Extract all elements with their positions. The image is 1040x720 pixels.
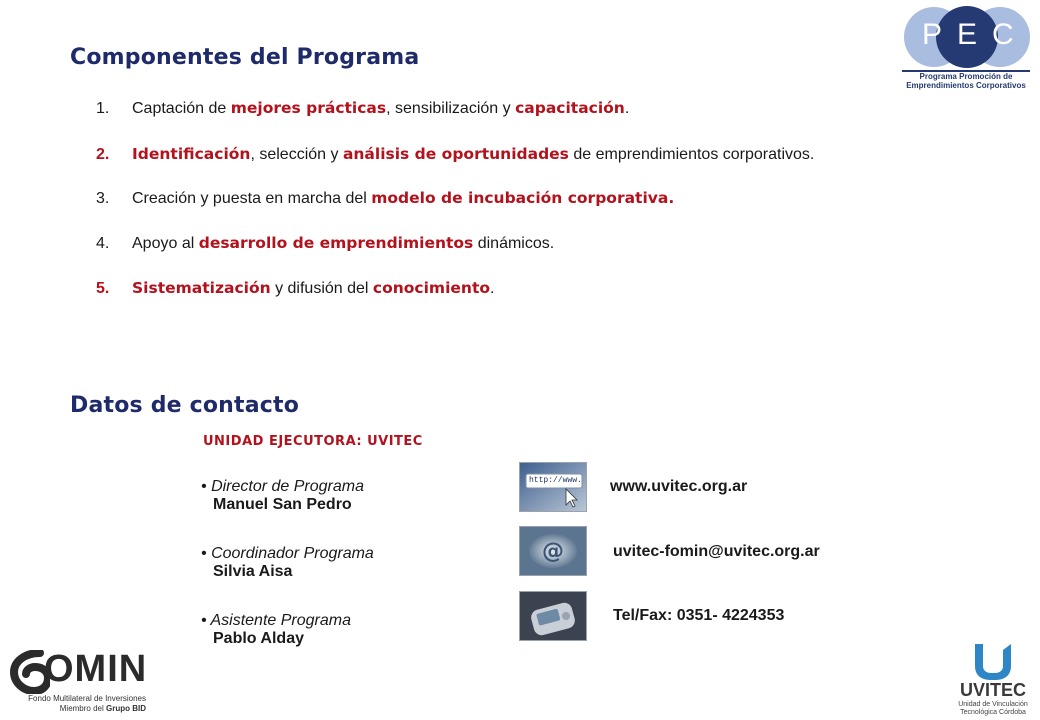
list-number: 5. [96, 280, 110, 297]
list-text: Apoyo al [132, 235, 199, 252]
fomin-wordmark: OMIN [44, 648, 148, 690]
uvitec-wordmark: UVITEC [959, 680, 1026, 700]
list-emphasis: conocimiento [372, 279, 490, 297]
person-name: Pablo Alday [213, 630, 304, 647]
list-number: 2. [96, 146, 110, 163]
bullet: • [201, 545, 207, 562]
list-text: dinámicos. [473, 235, 555, 252]
uvitec-line2: Tecnológica Córdoba [960, 709, 1026, 716]
contact-person-coordinator [201, 545, 374, 581]
phone-number: Tel/Fax: 0351- 4224353 [613, 607, 785, 624]
fomin-line1: Fondo Multilateral de Inversiones [28, 694, 146, 703]
pec-caption-line2: Emprendimientos Corporativos [906, 81, 1026, 90]
list-emphasis: mejores prácticas [230, 99, 387, 117]
fomin-logo [6, 648, 156, 718]
bullet: • [201, 612, 207, 629]
list-text: Creación y puesta en marcha del [132, 190, 372, 207]
role-label: Director de Programa [211, 478, 365, 495]
browser-icon [519, 462, 587, 512]
role-label: Asistente Programa [210, 612, 351, 629]
section-title-contacto: Datos de contacto [70, 393, 300, 418]
list-item-5 [96, 279, 494, 298]
list-text: , selección y [250, 146, 343, 163]
list-text: Captación de [132, 100, 231, 117]
list-item-1 [96, 99, 629, 118]
list-emphasis: desarrollo de emprendimientos [198, 234, 474, 252]
section-title-componentes: Componentes del Programa [70, 45, 420, 70]
email-icon [519, 526, 587, 576]
uvitec-line1: Unidad de Vinculación [958, 701, 1028, 708]
pec-logo [898, 4, 1034, 90]
pec-letter-p: P [922, 18, 943, 51]
role-label: Coordinador Programa [211, 545, 374, 562]
pec-letter-e: E [957, 18, 978, 51]
list-emphasis: Identificación [132, 145, 251, 163]
browser-url-text: http://www. [529, 476, 582, 485]
list-item-4 [96, 234, 554, 253]
unit-label: UNIDAD EJECUTORA: UVITEC [203, 434, 423, 449]
uvitec-logo-mark [969, 642, 1017, 682]
uvitec-logo [948, 640, 1038, 718]
list-item-3 [96, 189, 674, 208]
list-number: 3. [96, 190, 110, 207]
fomin-line2-bold: Grupo BID [106, 704, 146, 713]
person-name: Silvia Aisa [213, 563, 293, 580]
list-text: , sensibilización y [386, 100, 516, 117]
email-link[interactable]: uvitec-fomin@uvitec.org.ar [613, 543, 820, 560]
list-number: 4. [96, 235, 110, 252]
list-emphasis: modelo de incubación corporativa. [371, 189, 675, 207]
list-emphasis: Sistematización [132, 279, 271, 297]
bullet: • [201, 478, 207, 495]
list-text: . [490, 280, 495, 297]
pec-caption-line1: Programa Promoción de [919, 72, 1013, 81]
list-emphasis: capacitación [515, 99, 625, 117]
fomin-line2 [6, 704, 146, 713]
contact-person-director [201, 478, 364, 514]
fomin-line2-text: Miembro del [59, 704, 106, 713]
list-text: . [624, 100, 630, 117]
phone-icon [519, 591, 587, 641]
list-text: y difusión del [270, 280, 373, 297]
website-link[interactable]: www.uvitec.org.ar [610, 478, 748, 495]
contact-person-assistant [201, 612, 351, 648]
pec-letter-c: C [992, 18, 1014, 51]
list-item-2 [96, 145, 814, 164]
list-text: de emprendimientos corporativos. [568, 146, 815, 163]
person-name: Manuel San Pedro [213, 496, 352, 513]
list-emphasis: análisis de oportunidades [342, 145, 569, 163]
list-number: 1. [96, 100, 110, 117]
svg-text:@: @ [542, 539, 564, 564]
